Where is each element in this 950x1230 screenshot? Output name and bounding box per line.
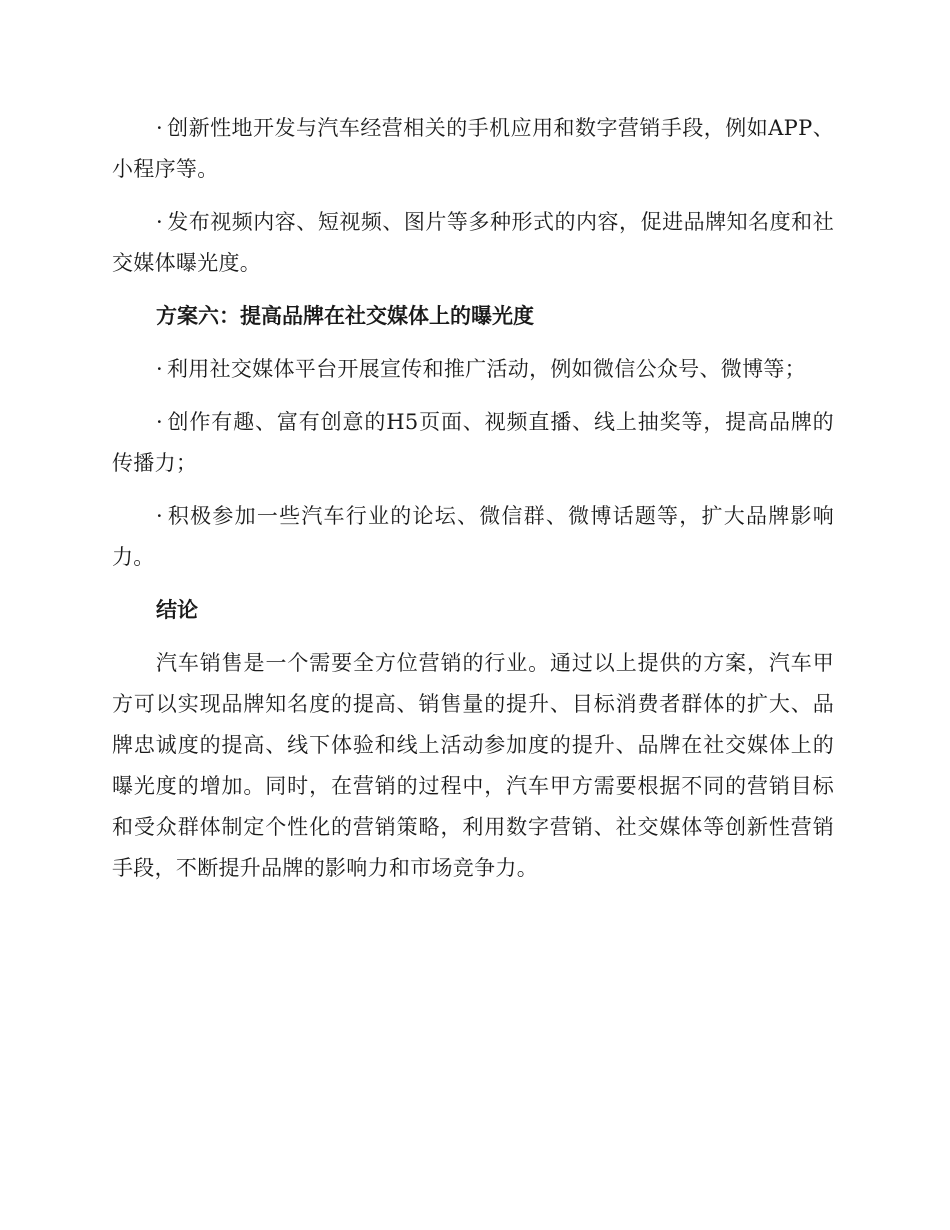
conclusion-body: 汽车销售是一个需要全方位营销的行业。通过以上提供的方案，汽车甲方可以实现品牌知名度的提高、销售量的提升、目标消费者群体的扩大、品牌忠诚度的提高、线下体验和线上活动参加度的提升、品牌在社交媒体上的曝光度的增加。同时，在营销的过程中，汽车甲方需要根据不同的营销目标和受众群体制定个性化的营销策略，利用数字营销、社交媒体等创新性营销手段，不断提升品牌的影响力和市场竞争力。 [112,651,834,880]
bullet-paragraph [112,202,834,284]
bullet-paragraph [112,108,834,190]
bullet-mark: · [156,116,163,140]
bullet-mark: · [156,210,163,234]
conclusion-heading: 结论 [156,598,198,622]
bullet-paragraph [112,349,834,390]
bullet-mark: · [156,410,163,434]
bullet-paragraph [112,496,834,578]
document-page [112,108,834,889]
bullet-text: 创作有趣、富有创意的H5页面、视频直播、线上抽奖等，提高品牌的传播力； [112,410,834,475]
bullet-text: 发布视频内容、短视频、图片等多种形式的内容，促进品牌知名度和社交媒体曝光度。 [112,210,834,275]
bullet-text: 积极参加一些汽车行业的论坛、微信群、微博话题等，扩大品牌影响力。 [112,504,834,569]
section-heading-six: 方案六：提高品牌在社交媒体上的曝光度 [156,304,534,328]
bullet-text: 利用社交媒体平台开展宣传和推广活动，例如微信公众号、微博等； [166,357,806,381]
bullet-mark: · [156,504,163,528]
bullet-paragraph [112,402,834,484]
bullet-text: 创新性地开发与汽车经营相关的手机应用和数字营销手段，例如APP、小程序等。 [112,116,834,181]
bullet-mark: · [156,357,163,381]
